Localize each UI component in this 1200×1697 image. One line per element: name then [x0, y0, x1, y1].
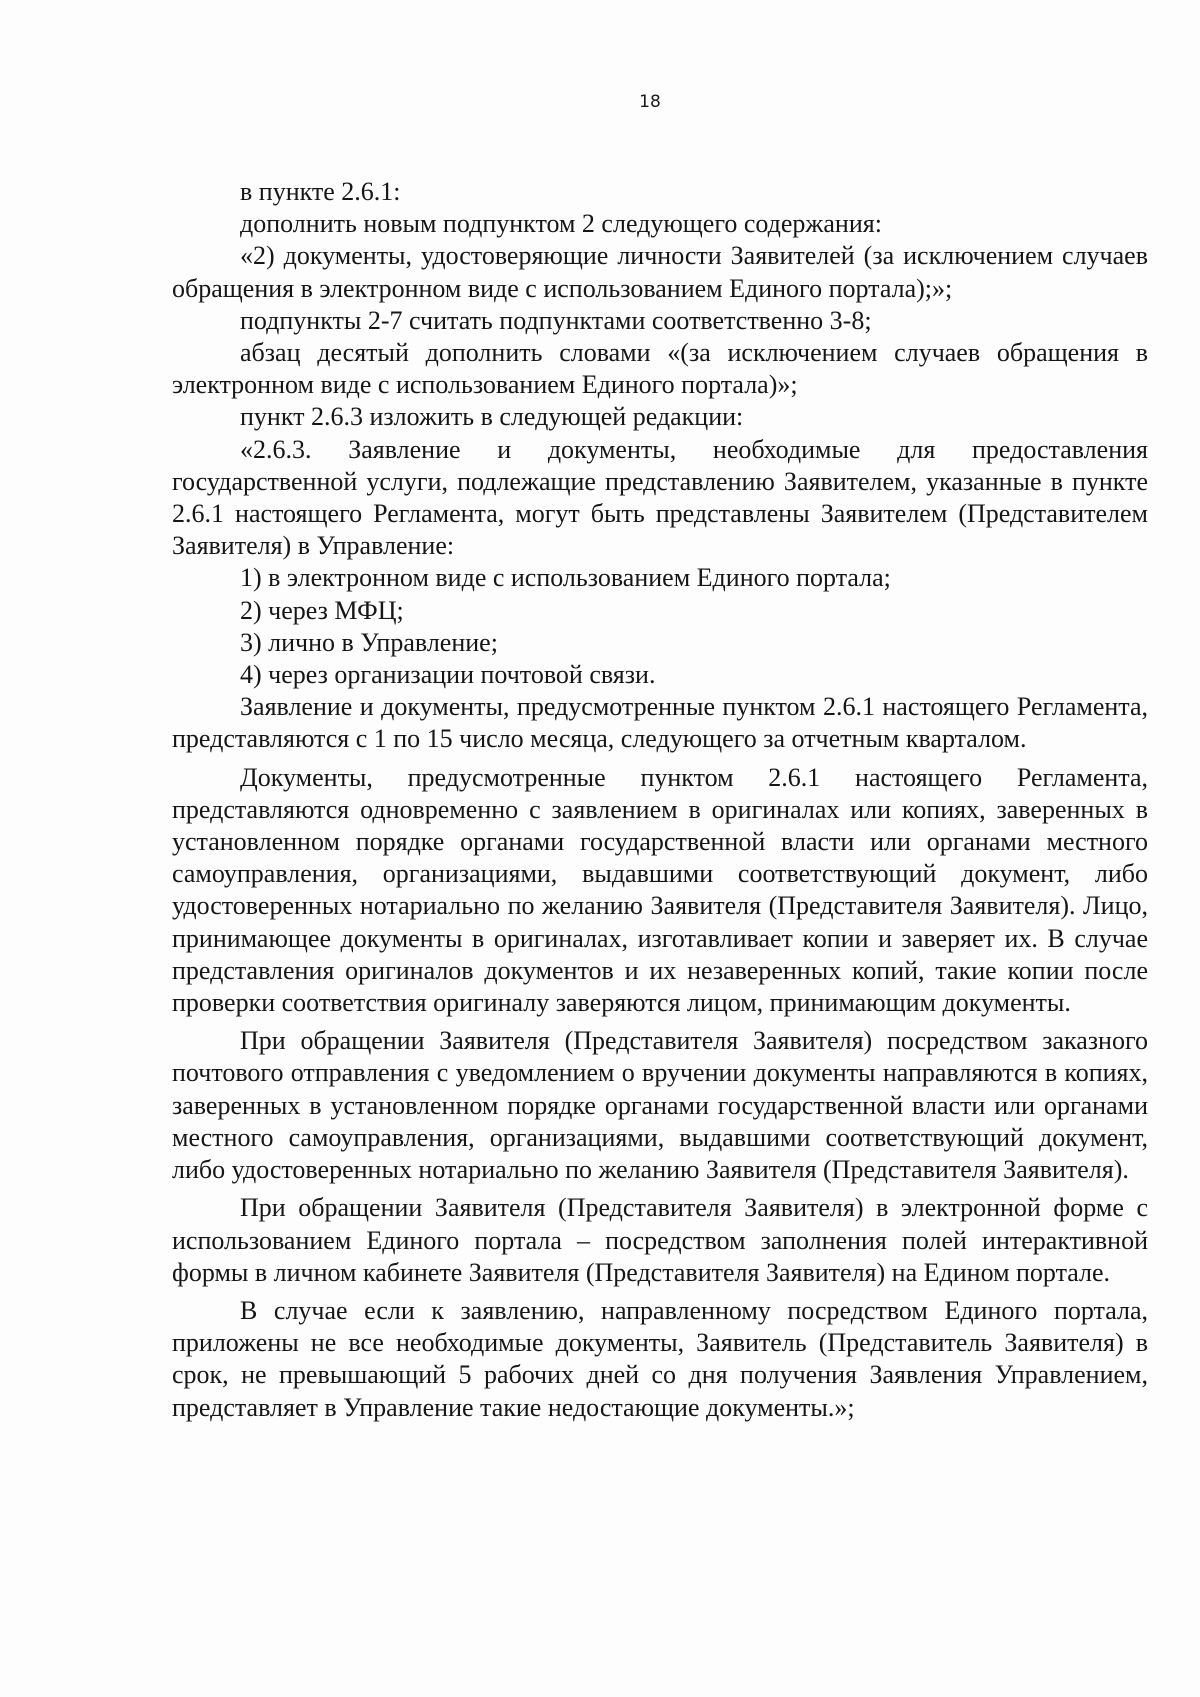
- list-item: 3) лично в Управление;: [240, 627, 498, 657]
- paragraph: пункт 2.6.3 изложить в следующей редакции:: [240, 402, 744, 432]
- paragraph: абзац десятый дополнить словами «(за исключением случаев обращения в электронном виде с использованием Единого портала)»;: [172, 338, 1148, 400]
- list-item: 4) через организации почтовой связи.: [240, 660, 656, 690]
- paragraph: в пункте 2.6.1:: [240, 177, 401, 206]
- paragraph: Заявление и документы, предусмотренные пунктом 2.6.1 настоящего Регламента, представляются с 1 по 15 число месяца, следующего за отчетным кварталом.: [172, 692, 1148, 754]
- paragraph: В случае если к заявлению, направленному посредством Единого портала, приложены не все необходимые документы, Заявитель (Представитель Заявителя) в срок, не превышающий 5 рабочих дней со дня получения Заявления Управлением, представляет в Управление такие недостающие документы.»;: [172, 1295, 1148, 1422]
- paragraph: При обращении Заявителя (Представителя Заявителя) в электронной форме с использованием Единого портала – посредством заполнения полей интерактивной формы в личном кабинете Заявителя (Представителя Заявителя) на Едином портале.: [172, 1193, 1148, 1287]
- list-item: 2) через МФЦ;: [240, 595, 404, 625]
- list-item: 1) в электронном виде с использованием Единого портала;: [240, 563, 891, 593]
- paragraph: Документы, предусмотренные пунктом 2.6.1 настоящего Регламента, представляются одновременно с заявлением в оригиналах или копиях, заверенных в установленном порядке органами государственной власти или органами местного самоуправления, организациями, выдавшими соответствующий документ, либо удостоверенных нотариально по желанию Заявителя (Представителя Заявителя). Лицо, принимающее документы в оригиналах, изготавливает копии и заверяет их. В случае представления оригиналов документов и их незаверенных копий, такие копии после проверки соответствия оригиналу заверяются лицом, принимающим документы.: [172, 762, 1148, 1018]
- document-body: [172, 176, 1148, 1424]
- paragraph: «2.6.3. Заявление и документы, необходимые для предоставления государственной услуги, подлежащие представлению Заявителем, указанные в пункте 2.6.1 настоящего Регламента, могут быть представлены Заявителем (Представителем Заявителя) в Управление:: [172, 434, 1148, 561]
- paragraph: подпункты 2-7 считать подпунктами соответственно 3-8;: [240, 305, 872, 335]
- paragraph: дополнить новым подпунктом 2 следующего содержания:: [240, 209, 882, 239]
- paragraph: При обращении Заявителя (Представителя Заявителя) посредством заказного почтового отправления с уведомлением о вручении документы направляются в копиях, заверенных в установленном порядке органами государственной власти или органами местного самоуправления, организациями, выдавшими соответствующий документ, либо удостоверенных нотариально по желанию Заявителя (Представителя Заявителя).: [172, 1026, 1148, 1185]
- page-number: 18: [639, 92, 661, 112]
- paragraph: «2) документы, удостоверяющие личности Заявителей (за исключением случаев обращения в электронном виде с использованием Единого портала);»;: [172, 241, 1148, 303]
